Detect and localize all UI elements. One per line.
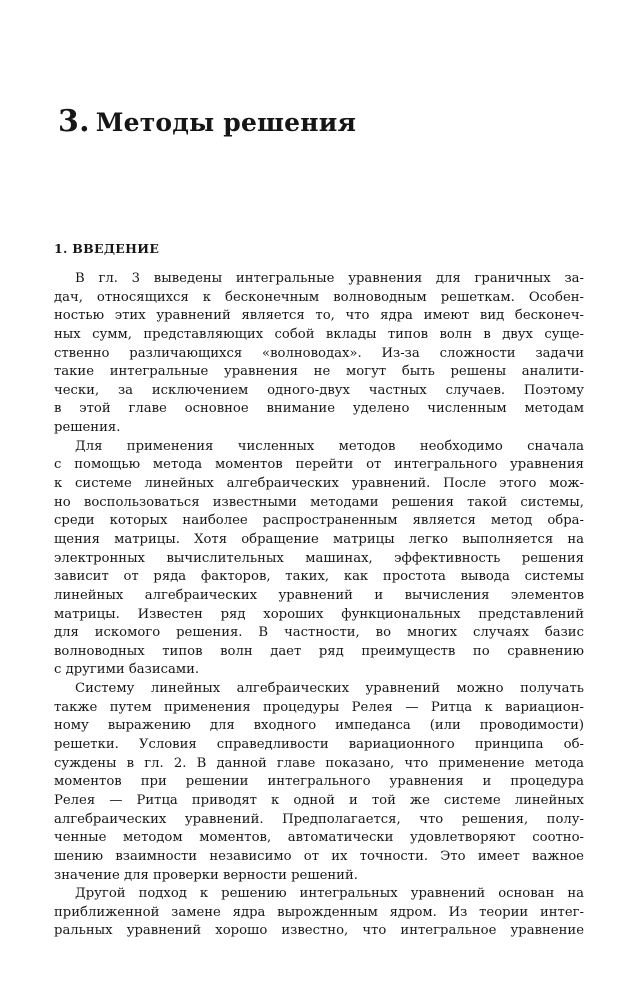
text-line: суждены в гл. 2. В данной главе показано, что применение метода (54, 755, 584, 771)
text-line: Другой подход к решению интегральных уравнений основан на (75, 886, 584, 902)
chapter-title-text: Методы решения (95, 108, 357, 137)
text-line: шению взаимности независимо от их точности. Это имеет важное (54, 848, 584, 864)
text-line: алгебраических уравнений. Предполагается, что решения, полу- (54, 811, 584, 827)
chapter-number: 3. (58, 104, 90, 139)
text-line: линейных алгебраических уравнений и вычисления элементов (54, 587, 584, 603)
text-line: ных сумм, представляющих собой вклады типов волн в двух суще- (54, 326, 584, 342)
section-heading: 1. ВВЕДЕНИЕ (54, 241, 160, 256)
body-text (54, 270, 584, 941)
text-line: Систему линейных алгебраических уравнений можно получать (75, 681, 584, 697)
text-line: также путем применения процедуры Релея — Ритца к вариацион- (54, 699, 584, 715)
text-line: с помощью метода моментов перейти от интегрального уравнения (54, 457, 584, 473)
text-line: с другими базисами. (54, 662, 200, 678)
text-line: чески, за исключением одного-двух частных случаев. Поэтому (54, 382, 584, 398)
text-line: к системе линейных алгебраических уравнений. После этого мож- (54, 476, 584, 492)
text-line: в этой главе основное внимание уделено численным методам (54, 401, 584, 417)
text-line: среди которых наиболее распространенным является метод обра- (54, 513, 584, 529)
text-line: дач, относящихся к бесконечным волноводным решеткам. Особен- (54, 289, 584, 305)
text-line: моментов при решении интегрального уравнения и процедура (54, 774, 584, 790)
text-line: решения. (54, 420, 121, 436)
text-line: электронных вычислительных машинах, эффективность решения (54, 550, 584, 566)
text-line: щения матрицы. Хотя обращение матрицы легко выполняется на (54, 531, 584, 547)
text-line: ностью этих уравнений является то, что ядра имеют вид бесконеч- (54, 308, 584, 324)
chapter-title (58, 104, 356, 139)
text-line: В гл. 3 выведены интегральные уравнения для граничных за- (75, 271, 584, 286)
text-line: значение для проверки верности решений. (54, 867, 358, 883)
text-line: Для применения численных методов необходимо сначала (75, 438, 584, 454)
text-line: но воспользоваться известными методами решения такой системы, (54, 494, 584, 510)
text-line: матрицы. Известен ряд хороших функциональных представлений (54, 606, 584, 622)
text-line: Релея — Ритца приводят к одной и той же системе линейных (54, 792, 584, 808)
text-line: для искомого решения. В частности, во многих случаях базис (54, 625, 584, 641)
text-line: ному выражению для входного импеданса (или проводимости) (54, 718, 584, 734)
text-line: волноводных типов волн дает ряд преимуществ по сравнению (54, 643, 584, 659)
text-line: ченные методом моментов, автоматически удовлетворяют соотно- (54, 830, 584, 846)
text-line: приближенной замене ядра вырожденным ядром. Из теории интег- (54, 904, 584, 920)
text-line: такие интегральные уравнения не могут быть решены аналити- (54, 364, 584, 380)
text-line: ральных уравнений хорошо известно, что интегральное уравнение (54, 923, 584, 939)
text-line: решетки. Условия справедливости вариационного принципа об- (54, 737, 584, 753)
text-line: ственно различающихся «волноводах». Из-за сложности задачи (54, 345, 584, 361)
text-line: зависит от ряда факторов, таких, как простота вывода системы (54, 569, 584, 585)
